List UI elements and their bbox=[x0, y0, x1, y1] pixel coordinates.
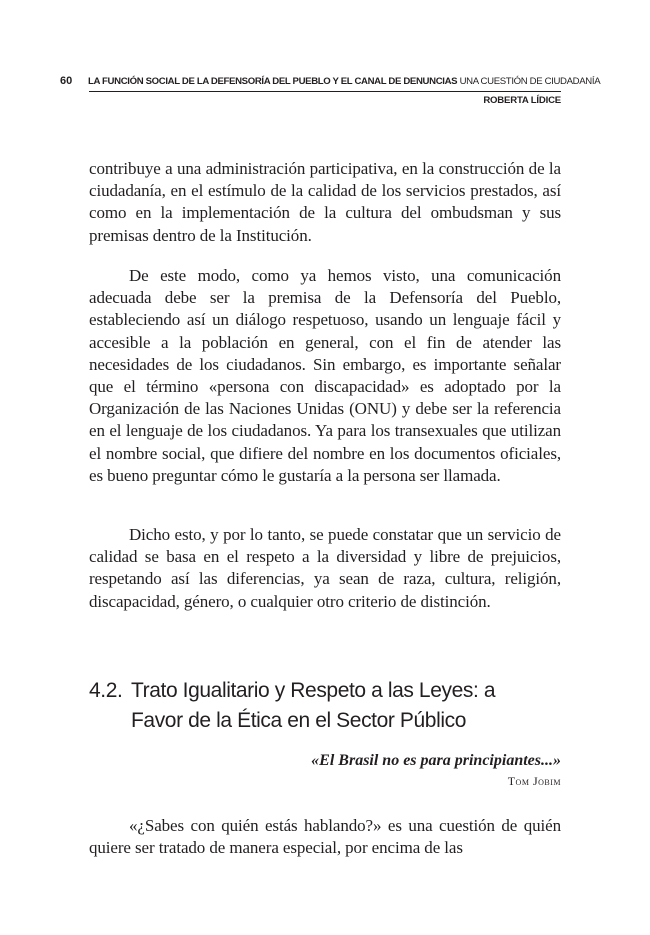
running-header bbox=[60, 75, 601, 88]
running-title: LA FUNCIÓN SOCIAL DE LA DEFENSORÍA DEL PUEBLO Y EL CANAL DE DENUNCIAS bbox=[88, 76, 458, 87]
header-rule bbox=[89, 91, 561, 92]
body-paragraph-4: «¿Sabes con quién estás hablando?» es una cuestión de quién quiere ser tratado de manera especial, por encima de las bbox=[89, 816, 561, 858]
epigraph-quote: «El Brasil no es para principiantes...» bbox=[311, 752, 561, 769]
epigraph-author: Tom Jobim bbox=[507, 774, 561, 788]
running-subtitle: UNA CUESTIÓN DE CIUDADANÍA bbox=[459, 76, 601, 87]
running-author: ROBERTA LÍDICE bbox=[483, 95, 561, 106]
body-paragraph-1: contribuye a una administración participativa, en la construcción de la ciudadanía, en el estímulo de la calidad de los servicios prestados, así como en la implementación de la cultura del ombudsman y sus premisas dentro de la Institución. bbox=[89, 159, 561, 245]
body-paragraph-3: Dicho esto, y por lo tanto, se puede constatar que un servicio de calidad se basa en el respeto a la diversidad y libre de prejuicios, respetando así las diferencias, ya sean de raza, cultura, religión, discapacidad, género, o cualquier otro criterio de distinción. bbox=[89, 525, 561, 611]
body-paragraph-2: De este modo, como ya hemos visto, una comunicación adecuada debe ser la premisa de la Defensoría del Pueblo, estableciendo así un diálogo respetuoso, usando un lenguaje fácil y accesible a la población en general, con el fin de atender las necesidades de los ciudadanos. Sin embargo, es importante señalar que el término «persona con discapacidad» es adoptado por la Organización de las Naciones Unidas (ONU) y debe ser la referencia en el lenguaje de los ciudadanos. Ya para los transexuales que utilizan el nombre social, que difiere del nombre en los documentos oficiales, es bueno preguntar cómo le gustaría a la persona ser llamada. bbox=[89, 266, 561, 485]
section-heading bbox=[89, 676, 561, 736]
section-title-line-2: Favor de la Ética en el Sector Público bbox=[131, 709, 466, 732]
epigraph bbox=[311, 750, 561, 790]
section-title-line-1: Trato Igualitario y Respeto a las Leyes: a bbox=[131, 679, 496, 702]
section-number: 4.2. bbox=[89, 679, 123, 702]
page-number: 60 bbox=[60, 75, 73, 87]
